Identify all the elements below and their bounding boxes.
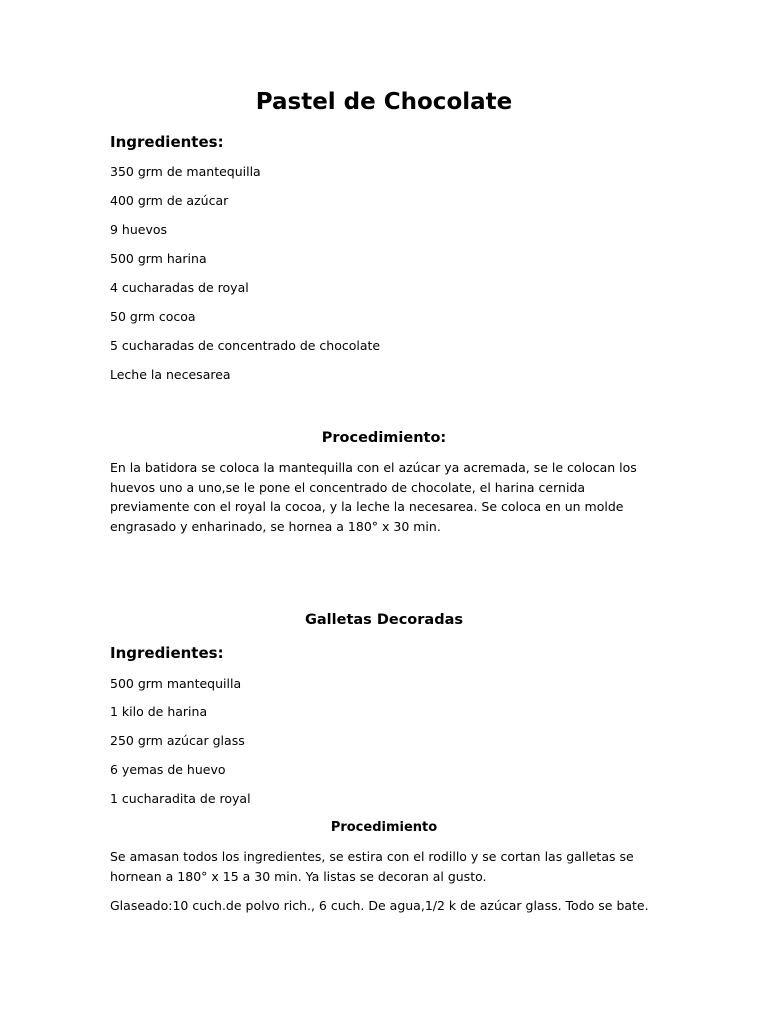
ingredient-item: Leche la necesarea [110, 367, 231, 382]
procedure-line: hornean a 180° x 15 a 30 min. Ya listas se decoran al gusto. [110, 868, 487, 884]
recipe-title-pastel: Pastel de Chocolate [255, 89, 513, 115]
procedure-text-galletas [110, 847, 650, 886]
ingredient-item: 250 grm azúcar glass [110, 733, 245, 748]
ingredient-item: 9 huevos [110, 222, 168, 237]
ingredient-item: 5 cucharadas de concentrado de chocolate [110, 338, 381, 353]
ingredients-heading-galletas: Ingredientes: [110, 644, 224, 662]
procedure-line: engrasado y enharinado, se hornea a 180° x 30 min. [110, 518, 441, 534]
ingredient-item: 500 grm mantequilla [110, 676, 242, 691]
ingredient-item: 1 kilo de harina [110, 704, 208, 719]
procedure-heading-pastel: Procedimiento: [321, 430, 447, 446]
ingredient-item: 6 yemas de huevo [110, 762, 226, 777]
ingredient-item: 400 grm de azúcar [110, 193, 229, 208]
glaze-text: Glaseado:10 cuch.de polvo rich., 6 cuch. De agua,1/2 k de azúcar glass. Todo se bate. [110, 898, 649, 913]
procedure-line: En la batidora se coloca la mantequilla con el azúcar ya acremada, se le colocan los [110, 460, 637, 475]
procedure-line: huevos uno a uno,se le pone el concentrado de chocolate, el harina cernida [110, 479, 586, 495]
procedure-line: Se amasan todos los ingredientes, se estira con el rodillo y se cortan las galletas se [110, 849, 634, 864]
procedure-heading-galletas: Procedimiento [330, 820, 438, 835]
ingredient-item: 50 grm cocoa [110, 309, 196, 324]
ingredient-item: 350 grm de mantequilla [110, 164, 261, 179]
recipe-title-galletas: Galletas Decoradas [304, 612, 463, 628]
procedure-line: previamente con el royal la cocoa, y la leche la necesarea. Se coloca en un molde [110, 499, 624, 514]
procedure-text-pastel [110, 458, 650, 536]
ingredient-item: 500 grm harina [110, 251, 207, 266]
ingredients-heading-pastel: Ingredientes: [110, 133, 224, 151]
ingredient-item: 4 cucharadas de royal [110, 280, 249, 295]
ingredient-item: 1 cucharadita de royal [110, 791, 251, 806]
